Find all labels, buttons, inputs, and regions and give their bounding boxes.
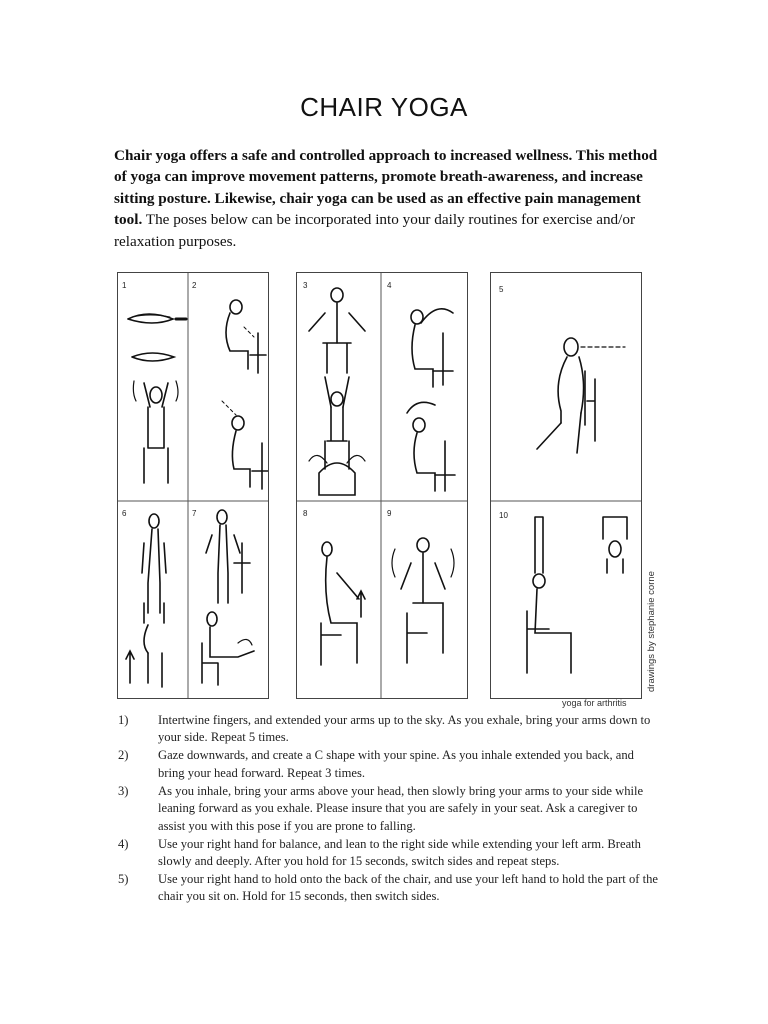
panel-number-6: 6 [122, 509, 127, 518]
panel-number-5: 5 [499, 285, 504, 294]
list-item [118, 783, 658, 835]
step-text: As you inhale, bring your arms above your head, then slowly bring your arms to your side while leaning forward as you exhale. Please insure that you are safely in your seat. Ask a caregiver to assist you with this pose if you are prone to falling. [158, 783, 644, 833]
step-number: 2) [118, 748, 129, 763]
pose-panel-group-b [296, 272, 468, 699]
pose-panel-group-a [117, 272, 269, 699]
step-text: Use your right hand for balance, and lean to the right side while extending your left arm. Breath slowly and deeply. After you hold for 15 seconds, switch sides and repeat steps. [158, 836, 641, 869]
step-text: Intertwine fingers, and extended your arms up to the sky. As you exhale, bring your arms down to your side. Repeat 5 times. [158, 713, 651, 745]
panel-number-9: 9 [387, 509, 392, 518]
pose-illustrations-b [297, 273, 467, 698]
instruction-list [118, 712, 658, 906]
panel-number-7: 7 [192, 509, 197, 518]
intro-plain-text: The poses below can be incorporated into your daily routines for exercise and/or relaxation purposes. [114, 211, 635, 250]
list-item [118, 747, 658, 782]
step-number: 1) [118, 713, 129, 727]
intro-paragraph [114, 145, 659, 252]
pose-illustrations-a [118, 273, 268, 698]
step-number: 3) [118, 783, 129, 798]
step-number: 5) [118, 872, 129, 887]
intro-bold-text: Chair yoga offers a safe and controlled approach to increased wellness. This method of yoga can improve movement patterns, promote breath-awareness, and increase sitting posture. Likewise, chair yoga can be used as an effective pain management tool. [114, 147, 658, 229]
pose-illustrations-c [491, 273, 641, 698]
page-title: CHAIR YOGA [300, 92, 468, 122]
panel-number-8: 8 [303, 509, 308, 518]
panel-number-1: 1 [122, 281, 127, 290]
panel-number-4: 4 [387, 281, 392, 290]
list-item [118, 712, 658, 747]
pose-panel-group-c [490, 272, 642, 699]
illustration-credit-side: drawings by stephanie corne [646, 571, 657, 692]
illustration-credit-bottom: yoga for arthritis [562, 698, 627, 708]
step-number: 4) [118, 836, 129, 851]
panel-number-3: 3 [303, 281, 308, 290]
panel-number-2: 2 [192, 281, 197, 290]
list-item [118, 871, 658, 906]
panel-number-10: 10 [499, 511, 508, 520]
list-item [118, 836, 658, 871]
step-text: Use your right hand to hold onto the back of the chair, and use your left hand to hold the part of the chair you sit on. Hold for 15 seconds, then switch sides. [158, 872, 658, 904]
step-text: Gaze downwards, and create a C shape with your spine. As you inhale extended you back, and bring your head forward. Repeat 3 times. [158, 748, 634, 780]
